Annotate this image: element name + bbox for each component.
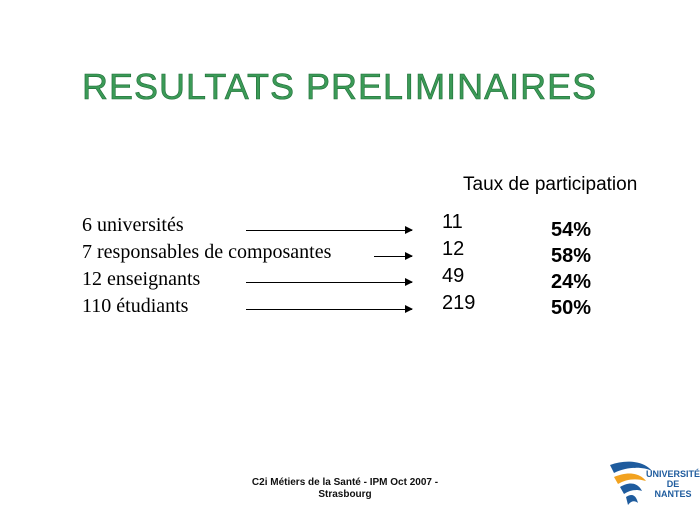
slide-title: RESULTATS PRELIMINAIRES xyxy=(82,66,598,107)
row-count-students: 219 xyxy=(442,292,476,314)
arrow-icon xyxy=(246,282,412,283)
slide-footer xyxy=(250,477,440,501)
arrow-icon xyxy=(246,230,412,231)
logo-line-3: NANTES xyxy=(654,489,692,499)
row-count-component-heads: 12 xyxy=(442,238,465,260)
row-rate-universities: 54% xyxy=(551,219,592,241)
footer-line-1: C2i Métiers de la Santé - IPM Oct 2007 - xyxy=(251,477,439,488)
row-count-teachers: 49 xyxy=(442,265,465,287)
logo-line-1: UNIVERSITÉ xyxy=(646,469,700,479)
footer-line-2: Strasbourg xyxy=(318,489,372,500)
row-label-teachers: 12 enseignants xyxy=(82,268,201,290)
row-rate-teachers: 24% xyxy=(551,271,592,293)
row-label-universities: 6 universités xyxy=(82,214,184,236)
row-count-universities: 11 xyxy=(442,211,463,233)
row-rate-students: 50% xyxy=(551,297,592,319)
participation-rate-header: Taux de participation xyxy=(463,174,638,195)
logo-wordmark xyxy=(646,469,700,499)
row-rate-component-heads: 58% xyxy=(551,245,592,267)
arrow-icon xyxy=(246,309,412,310)
row-label-students: 110 étudiants xyxy=(82,295,189,317)
logo-line-2: DE xyxy=(666,479,680,489)
arrow-icon xyxy=(374,256,412,257)
row-label-component-heads: 7 responsables de composantes xyxy=(82,241,332,263)
